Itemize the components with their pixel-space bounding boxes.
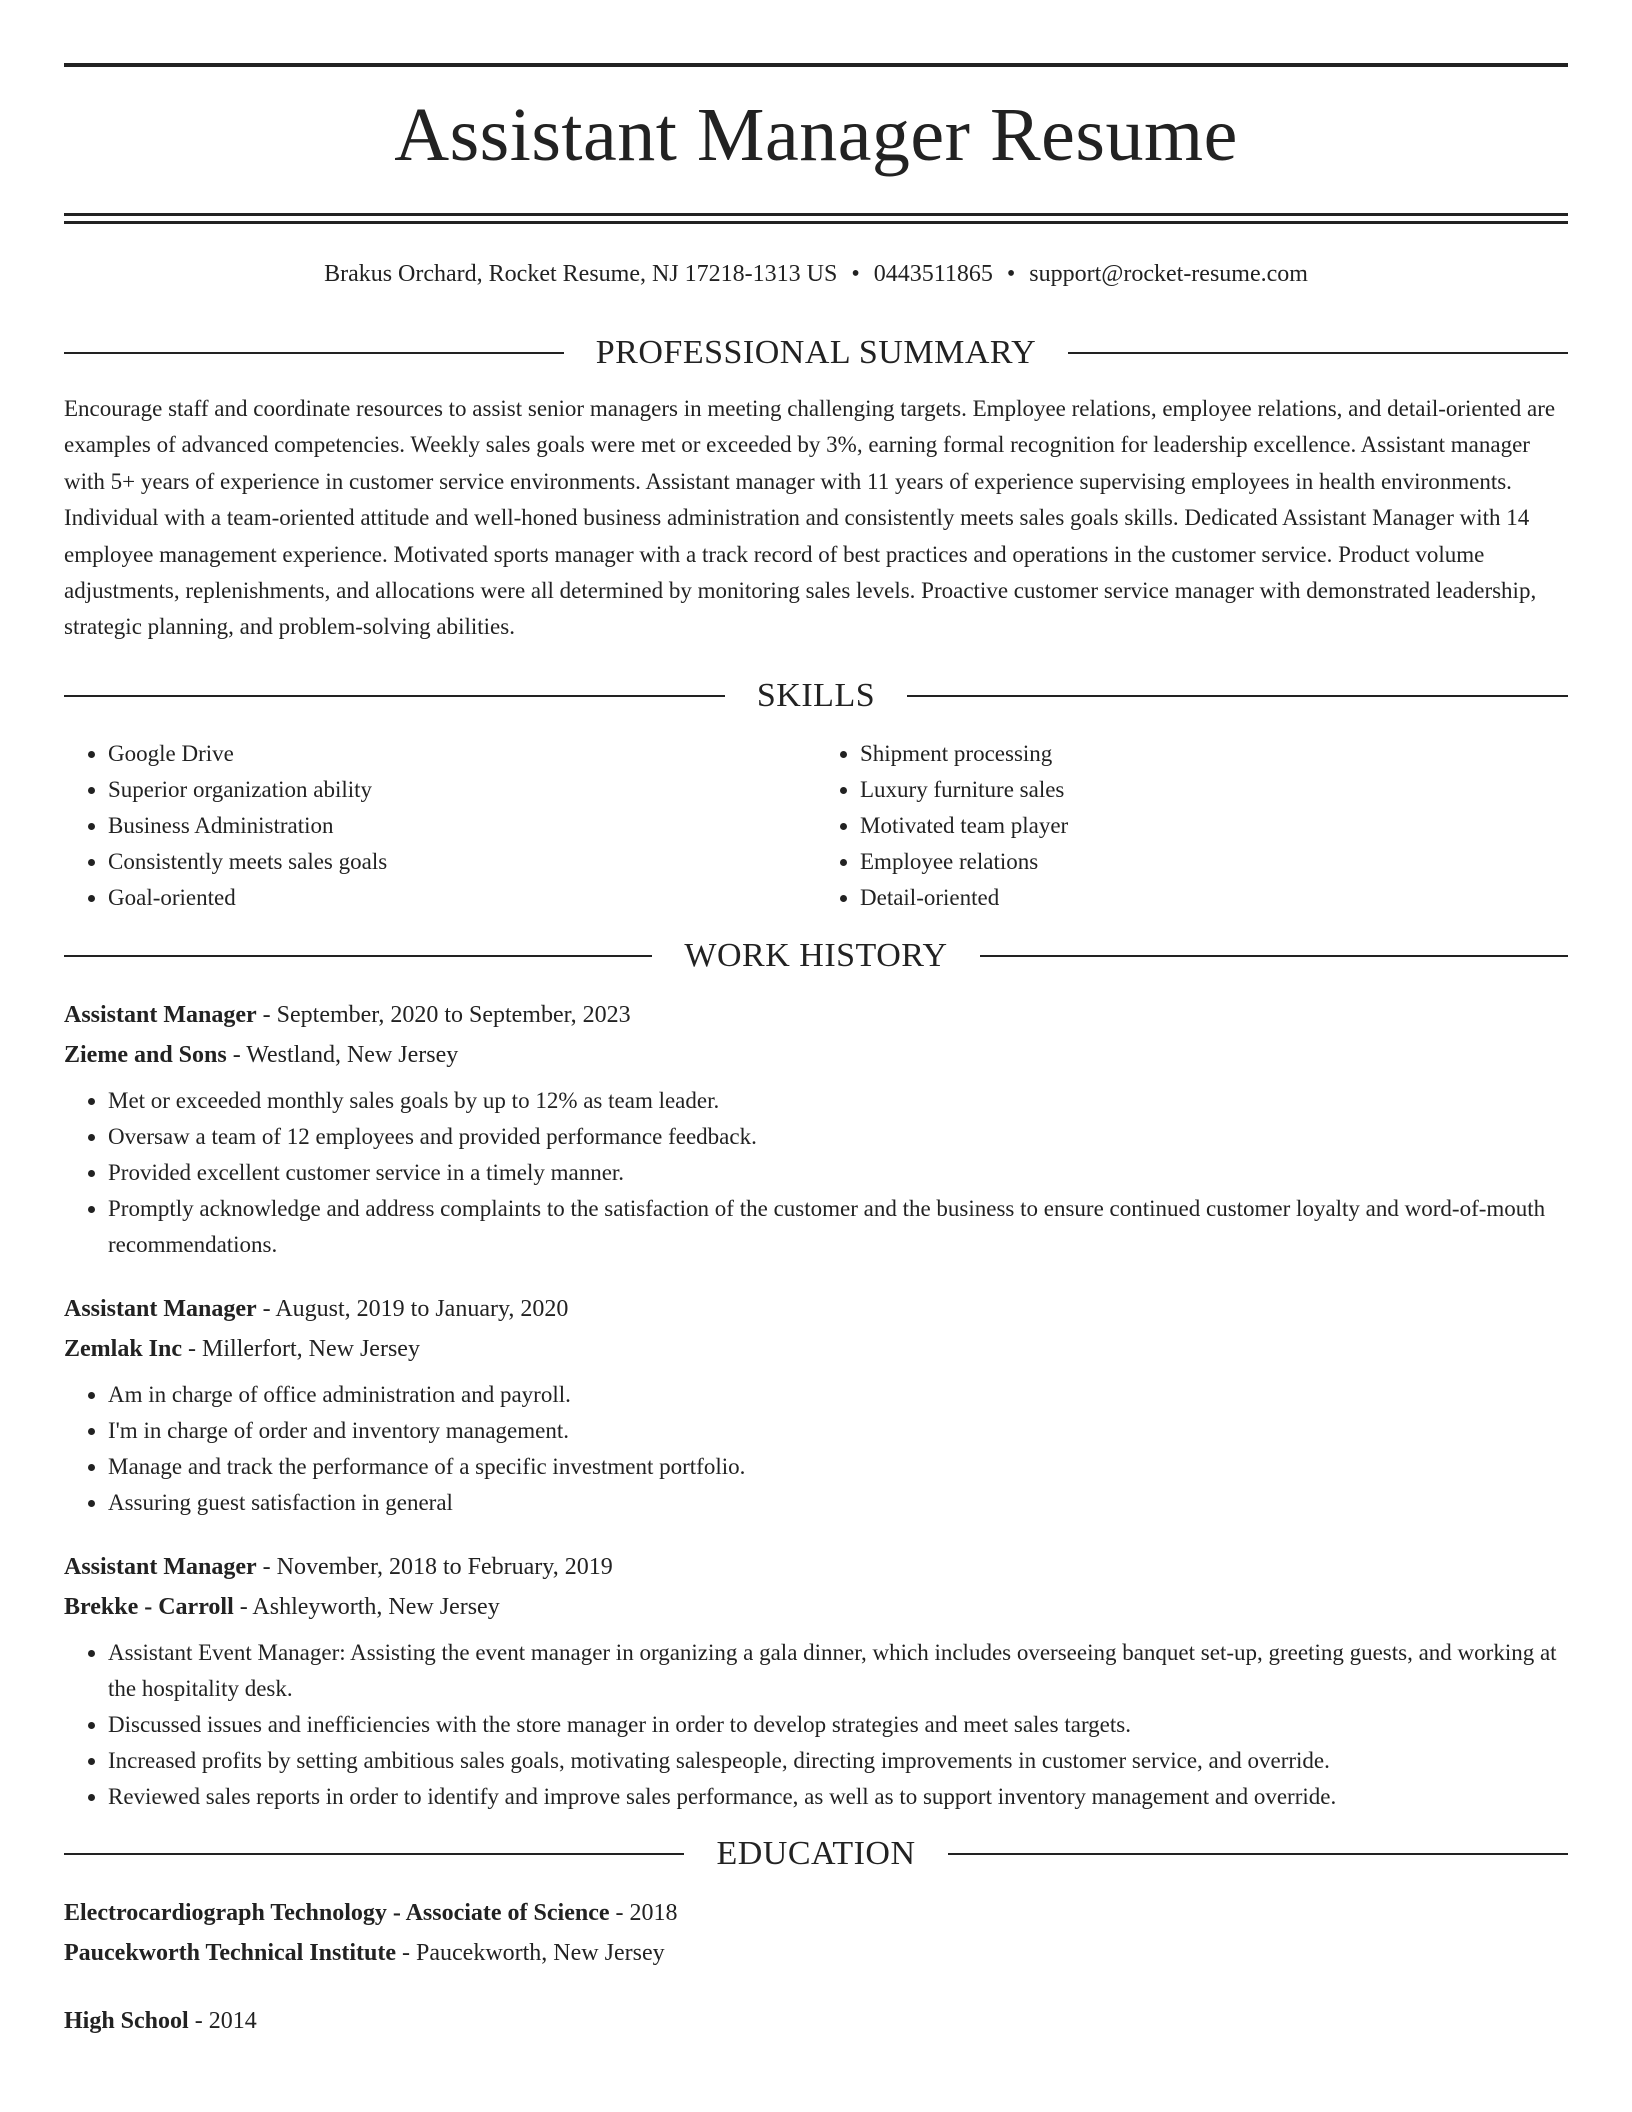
job-location: - Ashleyworth, New Jersey (233, 1593, 500, 1620)
page-title: Assistant Manager Resume (394, 93, 1238, 177)
heading-rule (64, 695, 725, 697)
skill-item: • Google Drive (108, 736, 816, 772)
title-double-rule (64, 213, 1568, 224)
skills-column-left (64, 736, 816, 916)
education-degree-line (64, 1893, 1568, 1933)
job-bullet: • Promptly acknowledge and address complaints to the satisfaction of the customer and the business to ensure continued customer loyalty and word-of-mouth recommendations. (108, 1191, 1568, 1263)
job-bullet: • Increased profits by setting ambitious sales goals, motivating salespeople, directing improvements in customer service, and override. (108, 1743, 1568, 1779)
job-dates: - August, 2019 to January, 2020 (256, 1295, 569, 1322)
job-entry (64, 1547, 1568, 1815)
skill-item: • Goal-oriented (108, 880, 816, 916)
job-company-line (64, 1035, 1568, 1075)
job-bullet: • Oversaw a team of 12 employees and provided performance feedback. (108, 1119, 1568, 1155)
contact-phone: 0443511865 (873, 261, 993, 287)
job-location: - Millerfort, New Jersey (182, 1335, 420, 1362)
job-bullet: • I'm in charge of order and inventory management. (108, 1413, 1568, 1449)
contact-separator: • (851, 261, 860, 287)
skill-item: • Luxury furniture sales (860, 772, 1568, 808)
job-company: Brekke - Carroll (64, 1593, 234, 1620)
job-bullets (64, 1377, 1568, 1521)
education-year: - 2018 (609, 1899, 678, 1926)
job-bullets (64, 1635, 1568, 1815)
education-school: Paucekworth Technical Institute (64, 1939, 397, 1966)
job-title: Assistant Manager (64, 1295, 257, 1322)
contact-separator: • (1006, 261, 1016, 287)
skill-item: • Motivated team player (860, 808, 1568, 844)
heading-rule (948, 1853, 1568, 1855)
skill-item: • Detail-oriented (860, 880, 1568, 916)
skill-item: • Business Administration (108, 808, 816, 844)
job-dates: - November, 2018 to February, 2019 (256, 1553, 613, 1580)
job-company-line (64, 1587, 1568, 1627)
section-heading-summary: PROFESSIONAL SUMMARY (64, 336, 1568, 370)
section-heading-skills: SKILLS (64, 679, 1568, 713)
skill-item: • Shipment processing (860, 736, 1568, 772)
job-company: Zemlak Inc (64, 1335, 183, 1362)
education-school-line (64, 1933, 1568, 1973)
job-title-line (64, 1289, 1568, 1329)
job-bullet: • Am in charge of office administration and payroll. (108, 1377, 1568, 1413)
skill-item: • Employee relations (860, 844, 1568, 880)
job-dates: - September, 2020 to September, 2023 (256, 1001, 631, 1028)
job-bullet: • Assistant Event Manager: Assisting the event manager in organizing a gala dinner, which includes overseeing banquet set-up, greeting guests, and working at the hospitality desk. (108, 1635, 1568, 1707)
job-bullet: • Discussed issues and inefficiencies with the store manager in order to develop strategies and meet sales targets. (108, 1707, 1568, 1743)
section-heading-education: EDUCATION (64, 1837, 1568, 1871)
job-bullet: • Reviewed sales reports in order to identify and improve sales performance, as well as to support inventory management and override. (108, 1779, 1568, 1815)
contact-address: Brakus Orchard, Rocket Resume, NJ 17218-1313 US (324, 261, 838, 287)
job-location: - Westland, New Jersey (226, 1041, 459, 1068)
job-entry (64, 1289, 1568, 1521)
education-entry (64, 2001, 1568, 2041)
heading-rule (907, 695, 1568, 697)
section-heading-work-history: WORK HISTORY (64, 939, 1568, 973)
contact-email: support@rocket-resume.com (1029, 261, 1308, 287)
heading-rule (64, 1853, 684, 1855)
education-degree-line (64, 2001, 1568, 2041)
education-entry (64, 1893, 1568, 1973)
job-company: Zieme and Sons (64, 1041, 227, 1068)
job-title-line (64, 1547, 1568, 1587)
job-bullet: • Met or exceeded monthly sales goals by up to 12% as team leader. (108, 1083, 1568, 1119)
education-degree: Electrocardiograph Technology - Associate of Science (64, 1899, 610, 1926)
resume-content (64, 0, 1568, 2041)
job-title: Assistant Manager (64, 1553, 257, 1580)
job-company-line (64, 1329, 1568, 1369)
education-location: - Paucekworth, New Jersey (396, 1939, 665, 1966)
job-bullets (64, 1083, 1568, 1263)
job-entry (64, 995, 1568, 1263)
skills-list (64, 736, 1568, 916)
job-bullet: • Assuring guest satisfaction in general (108, 1485, 1568, 1521)
heading-rule (1068, 352, 1568, 354)
skill-item: • Superior organization ability (108, 772, 816, 808)
skill-item: • Consistently meets sales goals (108, 844, 816, 880)
skills-column-right (816, 736, 1568, 916)
job-bullet: • Provided excellent customer service in a timely manner. (108, 1155, 1568, 1191)
job-title: Assistant Manager (64, 1001, 257, 1028)
heading-rule (980, 955, 1568, 957)
summary-text: Encourage staff and coordinate resources to assist senior managers in meeting challenging targets. Employee relations, employee relations, and detail-oriented are examples of advanced competencies. Weekly sales goals were met or exceeded by 3%, earning formal recognition for leadership excellence. Assistant manager with 5+ years of experience in customer service environments. Assistant manager with 11 years of experience supervising employees in health environments. Individual with a team-oriented attitude and well-honed business administration and consistently meets sales goals skills. Dedicated Assistant Manager with 14 employee management experience. Motivated sports manager with a track record of best practices and operations in the customer service. Product volume adjustments, replenishments, and allocations were all determined by monitoring sales levels. Proactive customer service manager with demonstrated leadership, strategic planning, and problem-solving abilities. (64, 396, 1556, 640)
contact-line (64, 262, 1568, 286)
job-bullet: • Manage and track the performance of a specific investment portfolio. (108, 1449, 1568, 1485)
education-degree: High School (64, 2007, 189, 2034)
job-title-line (64, 995, 1568, 1035)
education-year: - 2014 (188, 2007, 257, 2034)
heading-rule (64, 955, 652, 957)
heading-rule (64, 352, 564, 354)
